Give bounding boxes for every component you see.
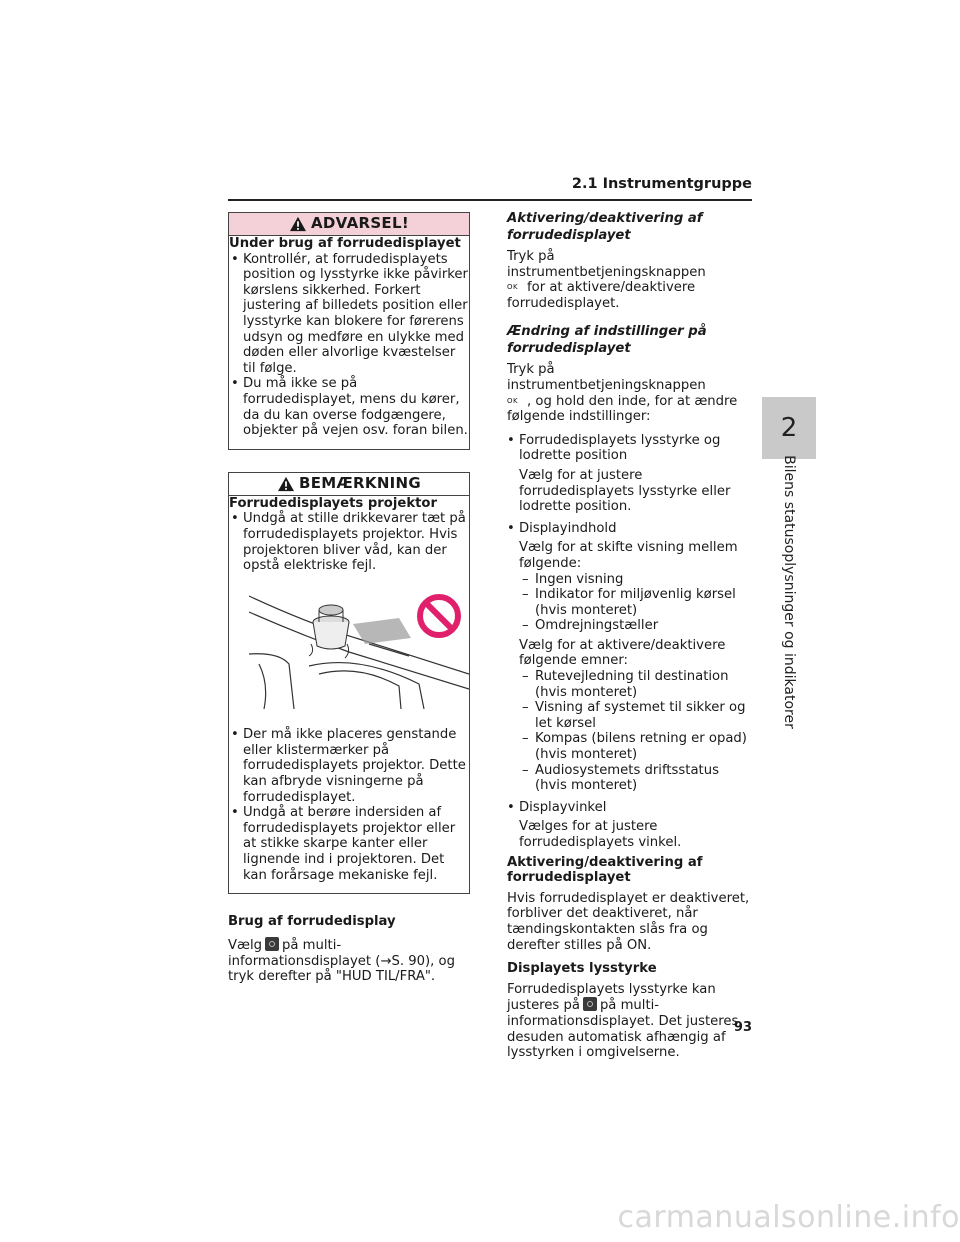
ok-button-icon: OK [507,396,519,405]
section-header: 2.1 Instrumentgruppe [571,176,752,192]
notice-bullet: • Undgå at berøre indersiden af forrudedisplayets projektor eller at stikke skarpe kanter eller lignende ind i projektoren. Det kan forårsage mekaniske fejl. [229,805,469,883]
warning-box [228,212,470,450]
watermark: carmanualsonline.info [617,1200,960,1235]
text-fragment: , og hold den inde, for at ændre følgende indstillinger: [507,393,738,425]
text-fragment: på multi-informationsdisplayet. Det justeres desuden automatisk afhængig af lysstyrken i omgivelserne. [507,998,739,1061]
text-fragment: Forrudedisplayets lysstyrke kan justeres på [507,981,716,1014]
warning-bullet: • Kontrollér, at forrudedisplayets position og lysstyrke ikke påvirker kørslens sikkerhed. Forkert justering af billedets position eller lysstyrke kan blokere for førerens udsyn og medføre en ulykke med døden eller alvorlige kvæstelser til følge. [229,252,469,377]
ok-button-icon: OK [507,283,519,292]
para-settings [507,362,752,424]
page-number: 93 [733,1020,752,1035]
dash-item: – Visning af systemet til sikker og let kørsel [507,700,752,731]
right-column [507,210,752,1069]
text-fragment: for at aktivere/deaktivere forrudedisplayet. [507,280,696,311]
dash-item: – Kompas (bilens retning er opad) (hvis monteret) [507,731,752,762]
dash-item: – Audiosystemets driftsstatus (hvis monteret) [507,763,752,794]
setting-item: • Displayindhold [507,521,752,537]
dash-item: – Omdrejningstæller [507,618,752,634]
notice-bullet: • Undgå at stille drikkevarer tæt på forrudedisplayets projektor. Hvis projektoren bliver våd, kan der opstå elektriske fejl. [229,511,469,573]
heading-activation-2: Aktivering/deaktivering af forrudedisplayet [507,854,703,886]
warning-triangle-icon [289,216,307,232]
left-section-text [228,937,470,985]
para-activation [507,249,752,311]
dash-item: – Rutevejledning til destination (hvis monteret) [507,669,752,700]
setting-item: • Forrudedisplayets lysstyrke og lodrette position [507,433,752,464]
chapter-title: Bilens statusoplysninger og indikatorer [781,455,797,729]
text-fragment: Tryk på instrumentbetjeningsknappen [507,249,706,280]
warning-header [229,213,469,236]
cup-icon [313,605,349,649]
notice-header [229,473,469,496]
setting-desc: Vælges for at justere forrudedisplayets vinkel. [519,819,682,850]
setting-item: • Displayvinkel [507,800,752,816]
heading-settings: Ændring af indstillinger på forrudedisplayet [507,324,707,357]
setting-desc: Vælg for at aktivere/deaktivere følgende emner: [519,637,726,669]
warning-title: Under brug af forrudedisplayet [229,236,461,251]
left-section-title: Brug af forrudedisplay [228,914,396,930]
text-fragment: på multi-informationsdisplayet (→S. 90), og tryk derefter på "HUD TIL/FRA". [228,938,455,985]
notice-label: BEMÆRKNING [298,473,422,492]
heading-brightness: Displayets lysstyrke [507,961,657,977]
settings-icon [583,997,597,1011]
notice-box [228,472,470,895]
notice-title: Forrudedisplayets projektor [229,495,437,511]
para-activation-2: Hvis forrudedisplayet er deaktiveret, forbliver det deaktiveret, når tændingskontakten slås fra og derefter stilles på ON. [507,890,750,953]
left-column [228,212,470,985]
setting-desc: Vælg for at skifte visning mellem følgende: [519,540,738,571]
warning-bullet: • Du må ikke se på forrudedisplayet, mens du kører, da du kan overse fodgængere, objekter på vejen osv. foran bilen. [229,376,469,438]
text-fragment: Vælg [228,938,263,954]
notice-triangle-icon [277,476,295,492]
notice-bullet: • Der må ikke placeres genstande eller klistermærker på forrudedisplayets projektor. Dette kan afbryde visningerne på forrudedisplayet. [229,727,469,805]
warning-label: ADVARSEL! [311,214,409,233]
heading-activation: Aktivering/deaktivering af forrudedisplayet [507,211,703,243]
settings-icon [265,937,279,951]
dash-item: – Ingen visning [507,572,752,588]
header-rule [228,199,752,201]
chapter-tab[interactable]: 2 [762,397,816,459]
text-fragment: Tryk på instrumentbetjeningsknappen [507,362,706,393]
setting-desc: Vælg for at justere forrudedisplayets lysstyrke eller lodrette position. [519,467,731,515]
projector-illustration [249,594,469,709]
dash-item: – Indikator for miljøvenlig kørsel (hvis monteret) [507,587,752,618]
prohibition-icon [420,597,458,635]
